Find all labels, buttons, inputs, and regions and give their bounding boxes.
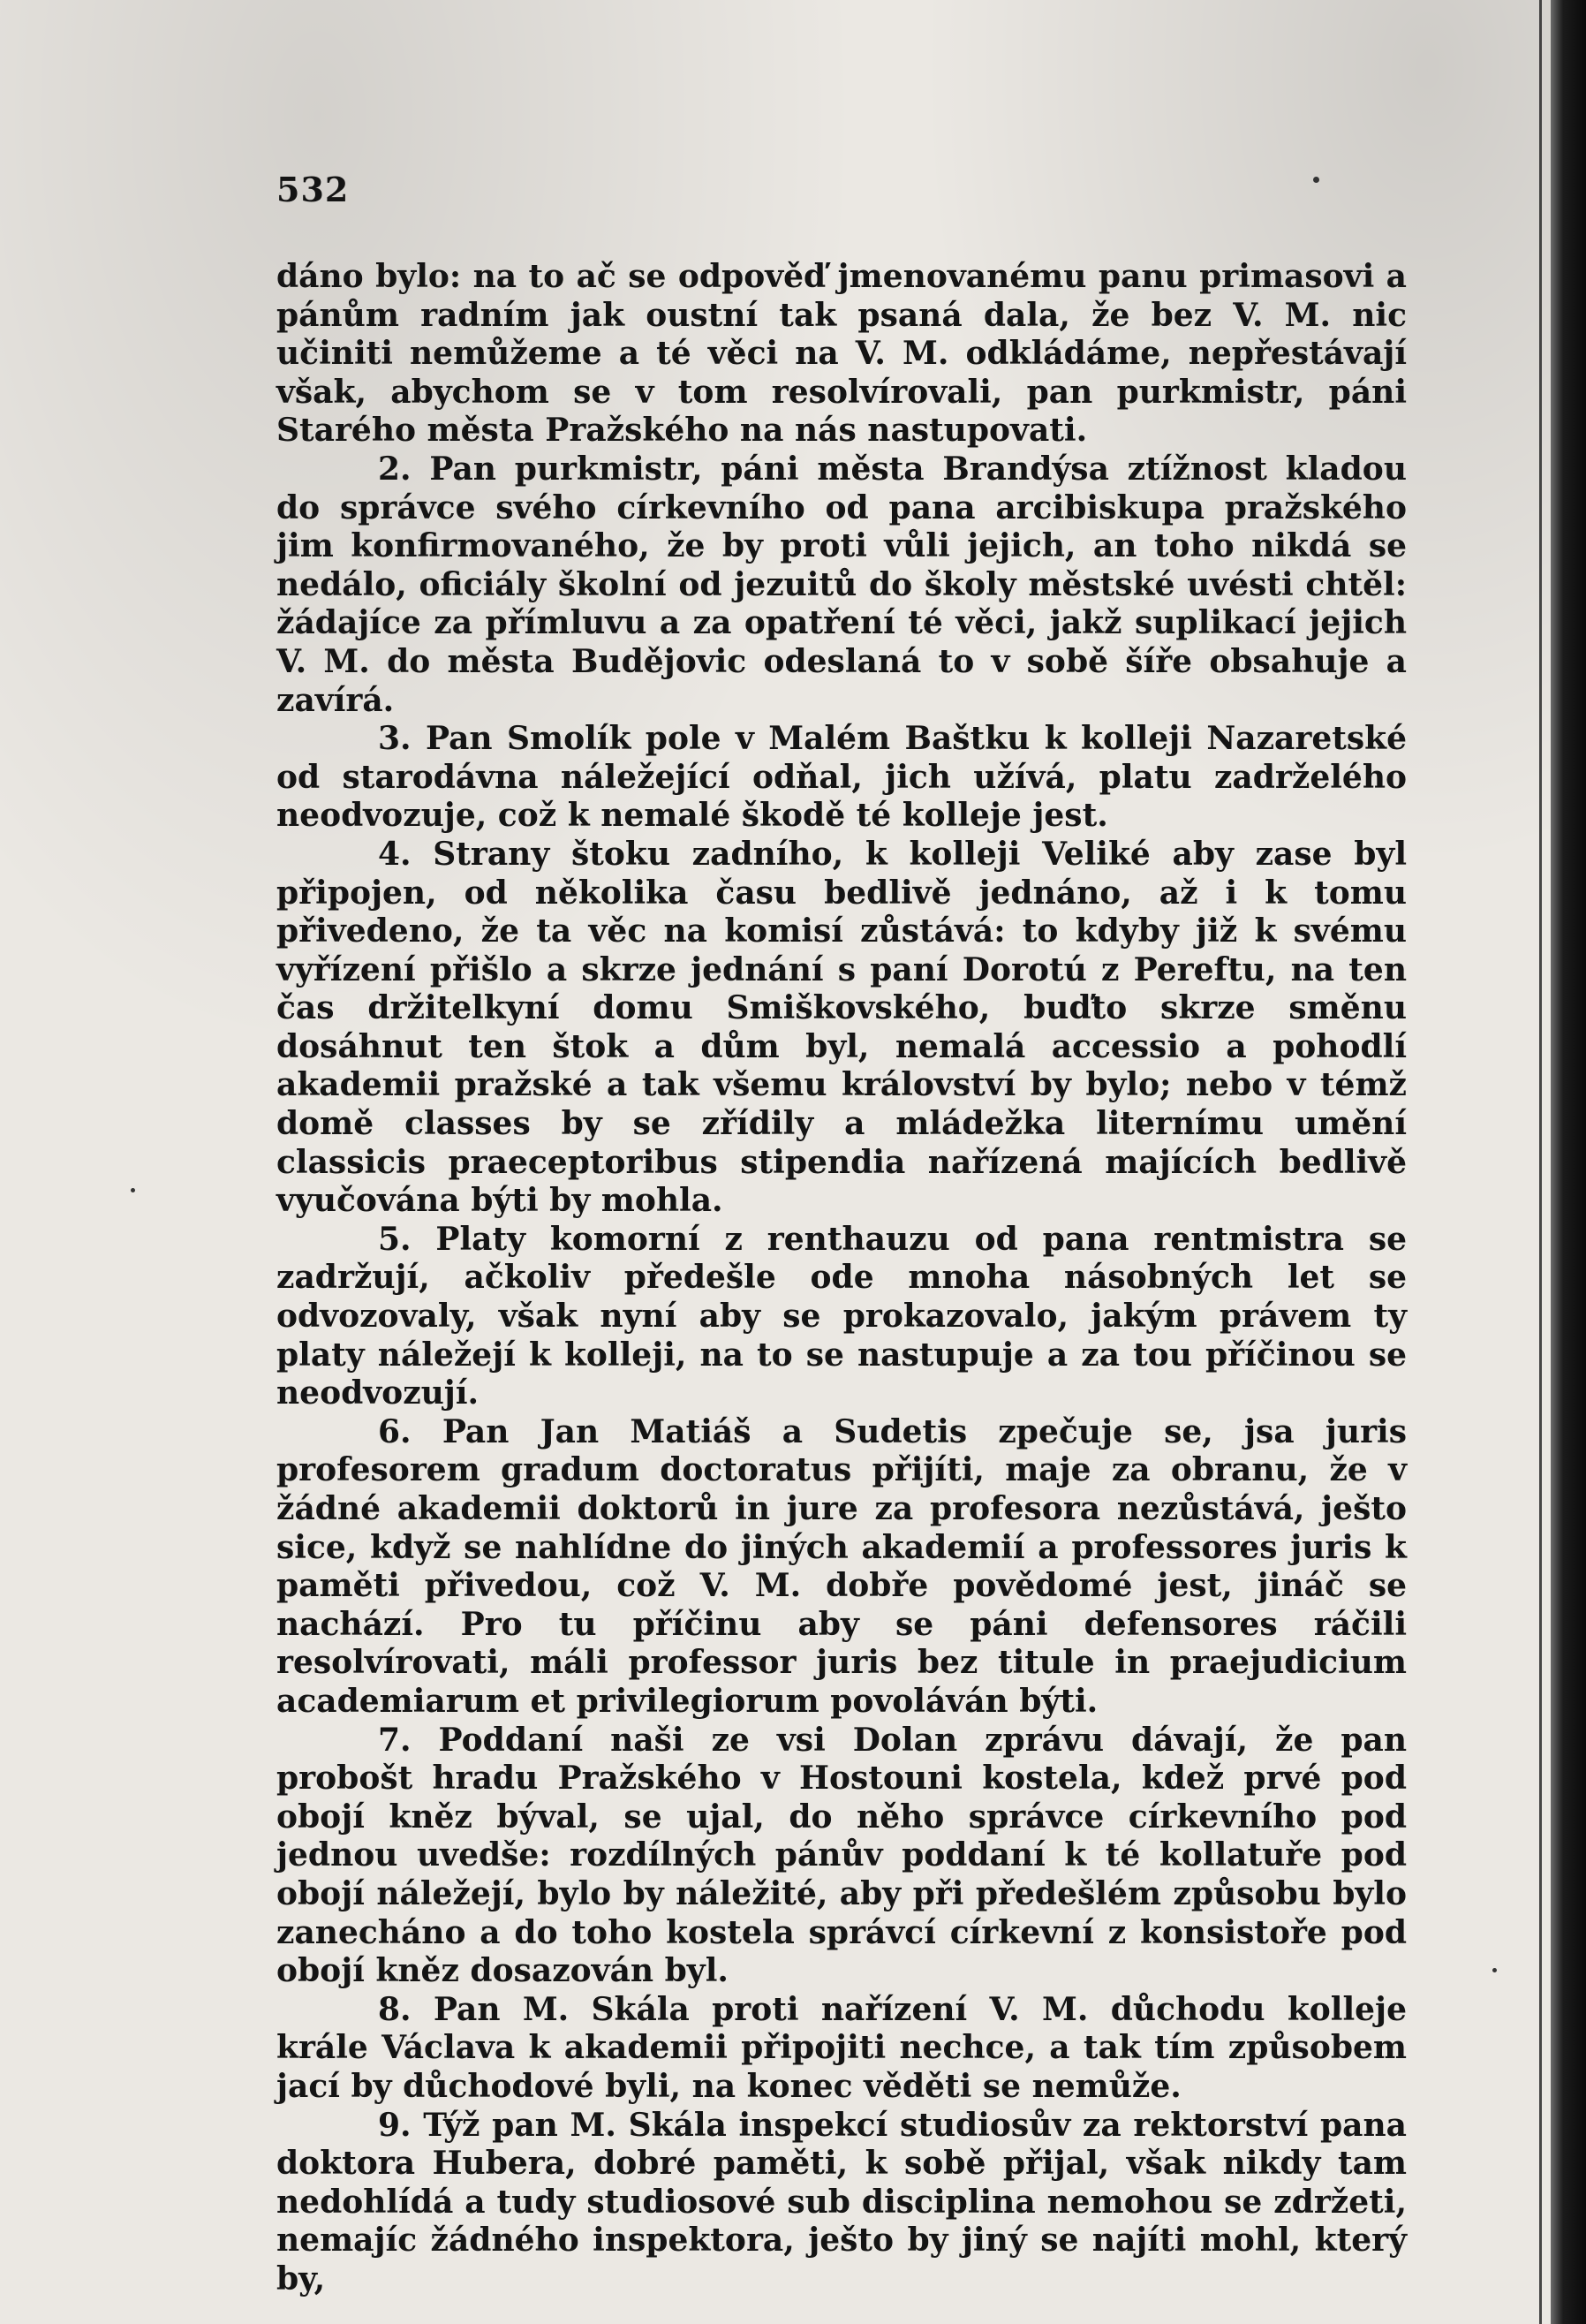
ink-speck bbox=[131, 1188, 135, 1192]
paragraph-item-6: 6. Pan Jan Matiáš a Sudetis zpečuje se, jsa juris profesorem gradum doctoratus přijíti, maje za obranu, že v žádné akademii doktorů in jure za profesora nezůstává, ješto sice, když se nahlídne do jiných akademií a professores juris k paměti přivedou, což V. M. dobře povědomé jest, jináč se nachází. Pro tu příčinu aby se páni defensores ráčili resolvírovati, máli professor juris bez titule in praejudicium academiarum et privilegiorum povoláván býti. bbox=[276, 1412, 1407, 1720]
body-text bbox=[276, 258, 1407, 2298]
paragraph-continuation: dáno bylo: na to ač se odpověď jmenovanému panu primasovi a pánům radním jak oustní tak psaná dala, že bez V. M. nic učiniti nemůžeme a té věci na V. M. odkládáme, nepřestávají však, abychom se v tom resolvírovali, pan purkmistr, páni Starého města Pražského na nás nastupovati. bbox=[276, 258, 1407, 450]
scan-border bbox=[1551, 0, 1586, 2324]
paragraph-item-7: 7. Poddaní naši ze vsi Dolan zprávu dávají, že pan probošt hradu Pražského v Hostouni kostela, kdež prvé pod obojí kněz býval, se ujal, do něho správce církevního pod jednou uvedše: rozdílných pánův poddaní k té kollatuře pod obojí náležejí, bylo by náležité, aby při předešlém způsobu bylo zanecháno a do toho kostela správcí církevní z konsistoře pod obojí kněz dosazován byl. bbox=[276, 1721, 1407, 1990]
paragraph-item-2: 2. Pan purkmistr, páni města Brandýsa ztížnost kladou do správce svého církevního od pana arcibiskupa pražského jim konfirmovaného, že by proti vůli jejich, an toho nikdá se nedálo, oficiály školní od jezuitů do školy městské uvésti chtěl: žádajíce za přímluvu a za opatření té věci, jakž suplikací jejich V. M. do města Budějovic odeslaná to v sobě šíře obsahuje a zavírá. bbox=[276, 450, 1407, 719]
paragraph-item-3: 3. Pan Smolík pole v Malém Baštku k kolleji Nazaretské od starodávna náležející odňal, jich užívá, platu zadrželého neodvozuje, což k nemalé škodě té kolleje jest. bbox=[276, 720, 1407, 835]
paragraph-item-5: 5. Platy komorní z renthauzu od pana rentmistra se zadržují, ačkoliv předešle ode mnoha násobných let se odvozovaly, však nyní aby se prokazovalo, jakým právem ty platy náležejí k kolleji, na to se nastupuje a za tou příčinou se neodvozují. bbox=[276, 1220, 1407, 1412]
page-number: 532 bbox=[276, 170, 350, 209]
ink-speck bbox=[1313, 177, 1319, 183]
paragraph-item-8: 8. Pan M. Skála proti nařízení V. M. důchodu kolleje krále Václava k akademii připojiti nechce, a tak tím způsobem jací by důchodové byli, na konec věděti se nemůže. bbox=[276, 1990, 1407, 2105]
ink-speck bbox=[1492, 1968, 1497, 1972]
paragraph-item-9: 9. Týž pan M. Skála inspekcí studiosův za rektorství pana doktora Hubera, dobré paměti, k sobě přijal, však nikdy tam nedohlídá a tudy studiosové sub disciplina nemohou se zdržeti, nemajíc žádného inspektora, ješto by jiný se najíti mohl, který by, bbox=[276, 2106, 1407, 2298]
paragraph-item-4: 4. Strany štoku zadního, k kolleji Veliké aby zase byl připojen, od několika času bedlivě jednáno, až i k tomu přivedeno, že ta věc na komisí zůstává: to kdyby již k svému vyřízení přišlo a skrze jednání s paní Dorotú z Pereftu, na ten čas držitelkyní domu Smiškovského, buďto skrze směnu dosáhnut ten štok a dům byl, nemalá accessio a pohodlí akademii pražské a tak všemu království by bylo; nebo v témž domě classes by se zřídily a mládežka liternímu umění classicis praeceptoribus stipendia nařízená majících bedlivě vyučována býti by mohla. bbox=[276, 835, 1407, 1220]
page-edge-line bbox=[1539, 0, 1542, 2324]
